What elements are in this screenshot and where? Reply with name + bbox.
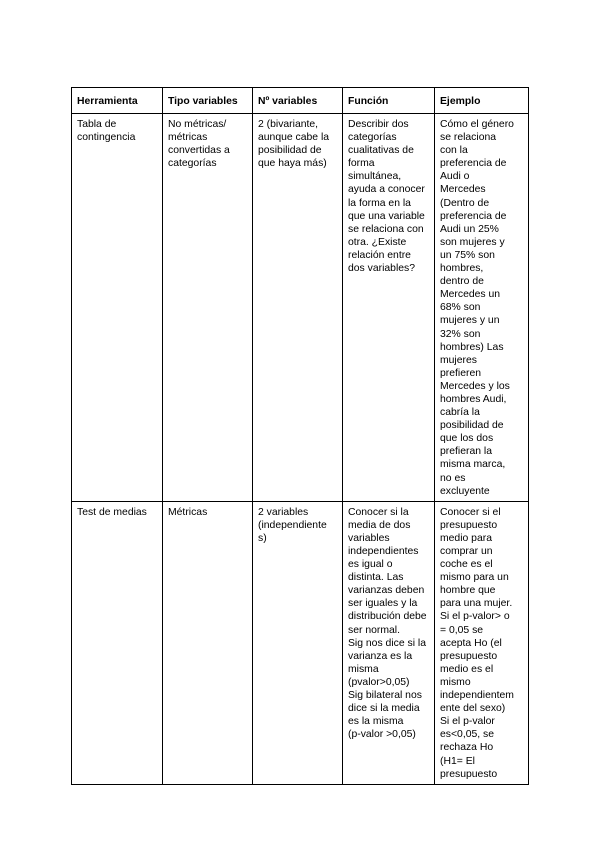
table-row xyxy=(72,501,529,784)
cell-tipo-variables: No métricas/ métricas convertidas a categorías xyxy=(163,114,253,502)
cell-funcion: Conocer si la media de dos variables independientes es igual o distinta. Las varianzas deben ser iguales y la distribución debe ser normal. Sig nos dice si la varianza es la misma (pvalor>0,05) Sig bilateral nos dice si la media es la misma (p-valor >0,05) xyxy=(343,501,435,784)
header-funcion: Función xyxy=(343,88,435,114)
header-herramienta: Herramienta xyxy=(72,88,163,114)
cell-ejemplo: Cómo el género se relaciona con la preferencia de Audi o Mercedes (Dentro de preferencia de Audi un 25% son mujeres y un 75% son hombres, dentro de Mercedes un 68% son mujeres y un 32% son hombres) Las mujeres prefieren Mercedes y los hombres Audi, cabría la posibilidad de que los dos prefieran la misma marca, no es excluyente xyxy=(435,114,529,502)
cell-funcion: Describir dos categorías cualitativas de forma simultánea, ayuda a conocer la forma en la que una variable se relaciona con otra. ¿Existe relación entre dos variables? xyxy=(343,114,435,502)
cell-herramienta: Test de medias xyxy=(72,501,163,784)
header-n-variables: Nº variables xyxy=(253,88,343,114)
cell-tipo-variables: Métricas xyxy=(163,501,253,784)
cell-herramienta: Tabla de contingencia xyxy=(72,114,163,502)
tools-table xyxy=(71,87,529,785)
cell-ejemplo: Conocer si el presupuesto medio para comprar un coche es el mismo para un hombre que para una mujer. Si el p-valor> o = 0,05 se acepta Ho (el presupuesto medio es el mismo independientem ente del sexo) Si el p-valor es<0,05, se rechaza Ho (H1= El presupuesto xyxy=(435,501,529,784)
header-tipo-variables: Tipo variables xyxy=(163,88,253,114)
table-row xyxy=(72,114,529,502)
cell-n-variables: 2 variables (independiente s) xyxy=(253,501,343,784)
cell-n-variables: 2 (bivariante, aunque cabe la posibilidad de que haya más) xyxy=(253,114,343,502)
header-ejemplo: Ejemplo xyxy=(435,88,529,114)
header-row xyxy=(72,88,529,114)
